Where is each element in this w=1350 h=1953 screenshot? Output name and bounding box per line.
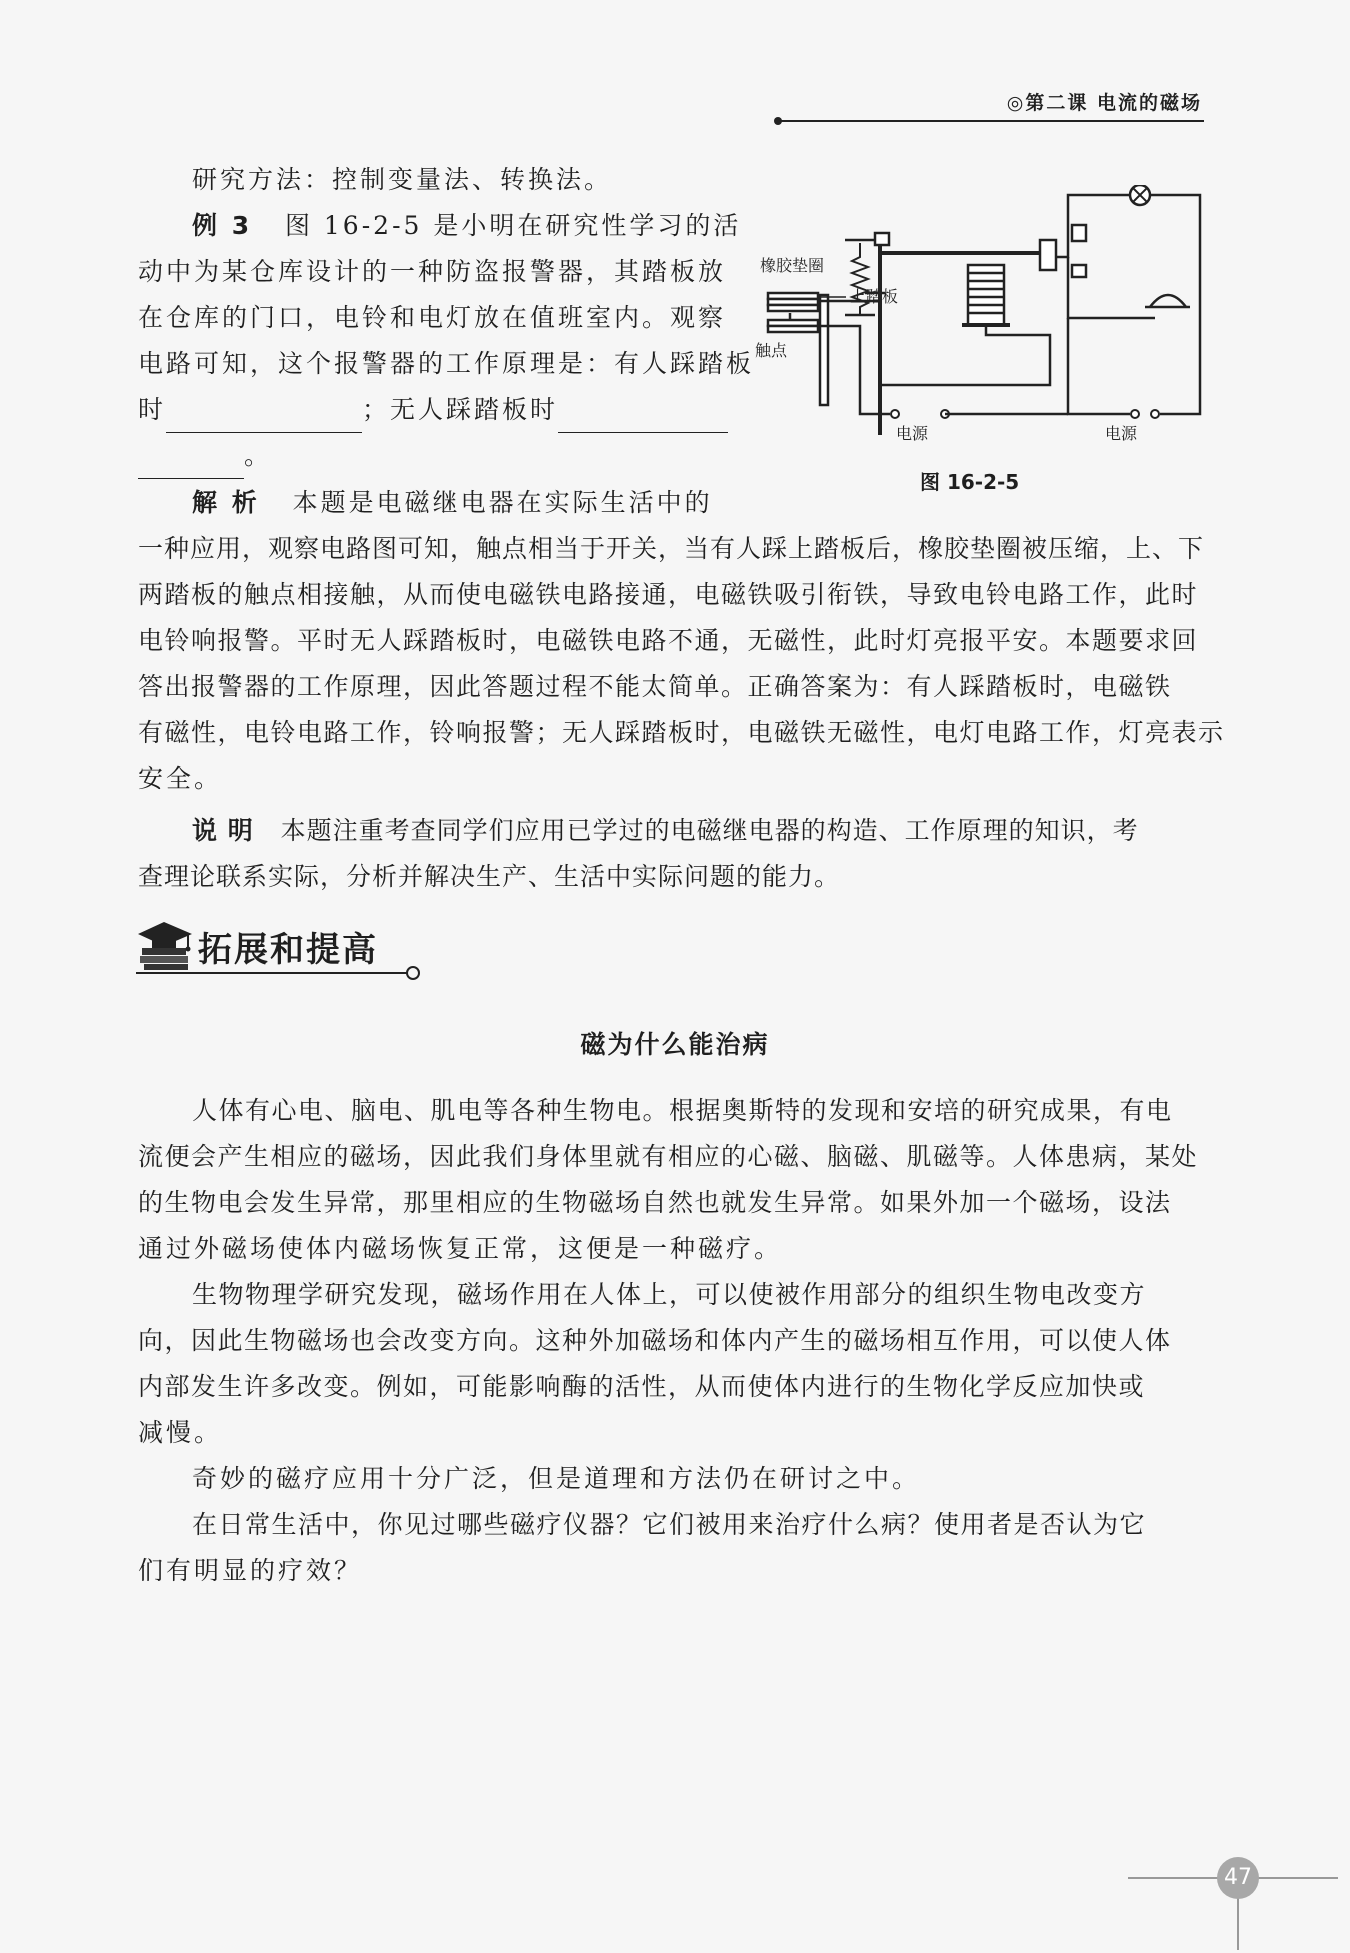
label-power-1: 电源 xyxy=(896,424,929,443)
article-p1-line-1: 人体有心电、脑电、肌电等各种生物电。根据奥斯特的发现和安培的研究成果，有电 xyxy=(192,1096,1173,1125)
alarm-circuit-diagram xyxy=(750,185,1210,455)
note-line-1: 说 明 本题注重考查同学们应用已学过的电磁继电器的构造、工作原理的知识，考 xyxy=(192,816,1139,845)
example-line-3: 在仓库的门口，电铃和电灯放在值班室内。观察 xyxy=(138,303,727,332)
note-line-2: 查理论联系实际，分析并解决生产、生活中实际问题的能力。 xyxy=(138,862,841,891)
header-rule xyxy=(778,120,1204,122)
article-p2-line-3: 内部发生许多改变。例如，可能影响酶的活性，从而使体内进行的生物化学反应加快或 xyxy=(138,1372,1146,1401)
article-p4-line-1: 在日常生活中，你见过哪些磁疗仪器？它们被用来治疗什么病？使用者是否认为它 xyxy=(192,1510,1147,1539)
label-contact: 触点 xyxy=(755,341,788,360)
terminal-icon xyxy=(891,410,899,418)
analysis-line-6: 有磁性，电铃电路工作，铃响报警；无人踩踏板时，电磁铁无磁性，电灯电路工作，灯亮表示 xyxy=(138,718,1225,747)
method-line: 研究方法：控制变量法、转换法。 xyxy=(192,165,613,194)
section-rule xyxy=(136,972,408,974)
example-line-1: 例 3 图 16-2-5 是小明在研究性学习的活 xyxy=(192,211,742,240)
article-p2-line-2: 向，因此生物磁场也会改变方向。这种外加磁场和体内产生的磁场相互作用，可以使人体 xyxy=(138,1326,1172,1355)
answer-blank-1[interactable] xyxy=(166,402,362,433)
terminal-icon xyxy=(1151,410,1159,418)
analysis-line-5: 答出报警器的工作原理，因此答题过程不能太简单。正确答案为：有人踩踏板时，电磁铁 xyxy=(138,672,1172,701)
label-upper-pedal: 上踏板 xyxy=(850,287,899,306)
analysis-line-4: 电铃响报警。平时无人踩踏板时，电磁铁电路不通，无磁性，此时灯亮报平安。本题要求回 xyxy=(138,626,1199,655)
analysis-line-7: 安全。 xyxy=(138,764,223,793)
example-line-4: 电路可知，这个报警器的工作原理是：有人踩踏板 xyxy=(138,349,755,378)
figure-caption: 图 16-2-5 xyxy=(920,470,1020,494)
example-line-2: 动中为某仓库设计的一种防盗报警器，其踏板放 xyxy=(138,257,727,286)
section-rule-end-circle xyxy=(406,966,420,980)
terminal-icon xyxy=(1131,410,1139,418)
article-p1-line-4: 通过外磁场使体内磁场恢复正常，这便是一种磁疗。 xyxy=(138,1234,783,1263)
note-label: 说 明 xyxy=(192,816,254,845)
label-power-2: 电源 xyxy=(1105,424,1138,443)
running-header: ◎第二课 电流的磁场 xyxy=(1006,92,1202,114)
example-line-6: 。 xyxy=(138,433,272,479)
page-number: 47 xyxy=(1217,1857,1259,1899)
article-p1-line-3: 的生物电会发生异常，那里相应的生物磁场自然也就发生异常。如果外加一个磁场，设法 xyxy=(138,1188,1172,1217)
article-p2-line-4: 减慢。 xyxy=(138,1418,223,1447)
article-p3: 奇妙的磁疗应用十分广泛，但是道理和方法仍在研讨之中。 xyxy=(192,1464,921,1493)
article-p2-line-1: 生物物理学研究发现，磁场作用在人体上，可以使被作用部分的组织生物电改变方 xyxy=(192,1280,1147,1309)
article-p1-line-2: 流便会产生相应的磁场，因此我们身体里就有相应的心磁、脑磁、肌磁等。人体患病，某处 xyxy=(138,1142,1199,1171)
analysis-line-2: 一种应用，观察电路图可知，触点相当于开关，当有人踩上踏板后，橡胶垫圈被压缩，上、下 xyxy=(138,534,1205,563)
example-line-5: 时 ；无人踩踏板时 xyxy=(138,387,728,433)
example-label: 例 3 xyxy=(192,211,253,240)
analysis-label: 解 析 xyxy=(192,488,260,517)
graduation-cap-icon xyxy=(136,918,196,972)
analysis-line-3: 两踏板的触点相接触，从而使电磁铁电路接通，电磁铁吸引衔铁，导致电铃电路工作，此时 xyxy=(138,580,1199,609)
article-p4-line-2: 们有明显的疗效？ xyxy=(138,1556,363,1585)
article-title: 磁为什么能治病 xyxy=(580,1030,770,1059)
section-title: 拓展和提高 xyxy=(198,930,378,970)
label-rubber-gasket: 橡胶垫圈 xyxy=(760,256,825,275)
answer-blank-2[interactable] xyxy=(558,402,728,433)
answer-blank-2-cont[interactable] xyxy=(138,448,244,479)
analysis-line-1: 解 析 本题是电磁继电器在实际生活中的 xyxy=(192,488,713,517)
